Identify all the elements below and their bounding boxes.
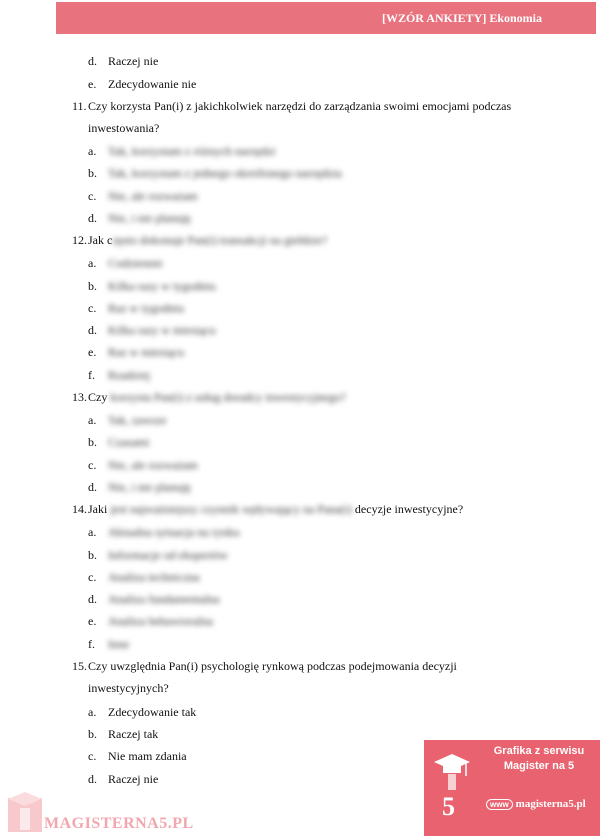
option-text-blurred: Inne (108, 637, 130, 651)
option-letter: d. (88, 480, 97, 494)
option-e (88, 77, 196, 92)
question-number: 12. (72, 233, 87, 247)
question-number: 14. (72, 502, 87, 516)
option-text-blurred: Tak, korzystam z różnych narzędzi (108, 144, 276, 158)
option-letter: f. (88, 368, 95, 382)
ad-banner[interactable] (424, 740, 600, 836)
ad-title-line1: Grafika z serwisu (493, 745, 585, 757)
question-text-line2: inwestowania? (88, 121, 160, 135)
option-text-blurred: Analiza behawioralna (108, 614, 213, 628)
q13-option-c (88, 458, 198, 473)
q12-option-c (88, 301, 184, 316)
option-text-blurred: Raz w miesiącu (108, 345, 184, 359)
option-letter: b. (88, 279, 97, 293)
option-letter: d. (88, 54, 97, 68)
q15-option-c (88, 749, 187, 764)
option-letter: a. (88, 525, 97, 539)
option-text: Raczej nie (108, 772, 159, 786)
q15-option-d (88, 772, 158, 787)
option-text-blurred: Kilka razy w miesiącu (108, 323, 216, 337)
q11-option-c (88, 189, 198, 204)
q14-option-d (88, 592, 220, 607)
option-letter: d. (88, 592, 97, 606)
option-text: Zdecydowanie nie (108, 77, 197, 91)
question-text-end: decyzje inwestycyjne? (354, 502, 464, 516)
graduation-cap-icon (432, 750, 472, 790)
ad-title (484, 744, 594, 774)
option-letter: c. (88, 570, 97, 584)
question-text-blurred: zęsto dokonuje Pan(i) transakcji na giełdzie? (112, 233, 328, 247)
q11-option-a (88, 144, 275, 159)
option-text-blurred: Nie, i nie planuję (108, 211, 191, 225)
option-letter: c. (88, 458, 97, 472)
watermark-text: MAGISTERNA5.PL (44, 815, 194, 832)
option-letter: c. (88, 189, 97, 203)
question-11 (72, 95, 542, 139)
question-12 (72, 229, 327, 251)
option-letter: e. (88, 614, 97, 628)
question-text-start: Jaki (88, 502, 108, 516)
option-letter: a. (88, 256, 97, 270)
option-text-blurred: Tak, korzystam z jednego określonego narzędzia (108, 166, 342, 180)
option-text-blurred: Raz w tygodniu (108, 301, 184, 315)
option-letter: e. (88, 77, 97, 91)
option-letter: b. (88, 166, 97, 180)
q14-option-a (88, 525, 240, 540)
option-letter: d. (88, 323, 97, 337)
option-text-blurred: Nie, ale rozważam (108, 189, 198, 203)
option-text-blurred: Nie, i nie planuję (108, 480, 191, 494)
question-number: 15. (72, 659, 87, 673)
option-text-blurred: Rzadziej (108, 368, 150, 382)
option-letter: f. (88, 637, 95, 651)
question-14 (72, 498, 463, 520)
q14-option-e (88, 614, 213, 629)
option-text-blurred: Codziennie (108, 256, 163, 270)
option-letter: c. (88, 301, 97, 315)
option-letter: a. (88, 144, 97, 158)
ad-number: 5 (442, 792, 455, 821)
option-letter: c. (88, 749, 97, 763)
q13-option-a (88, 413, 166, 428)
q14-option-c (88, 570, 200, 585)
q12-option-a (88, 256, 163, 271)
question-number: 13. (72, 390, 87, 404)
www-badge: www (486, 799, 513, 810)
option-text-blurred: Aktualna sytuacja na rynku (108, 525, 240, 539)
q12-option-d (88, 323, 216, 338)
option-letter: b. (88, 548, 97, 562)
q15-option-a (88, 705, 196, 720)
q11-option-b (88, 166, 342, 181)
question-number: 11. (72, 99, 87, 113)
header-title: [WZÓR ANKIETY] Ekonomia (381, 11, 542, 25)
question-text: Jak c (88, 233, 113, 247)
option-text-blurred: Tak, zawsze (108, 413, 167, 427)
ad-url[interactable] (486, 798, 586, 810)
question-text-blurred: korzysta Pan(i) z usług doradcy inwestycyjnego? (110, 390, 346, 404)
question-text: Czy (88, 390, 108, 404)
option-text-blurred: Analiza techniczna (108, 570, 200, 584)
q13-option-b (88, 435, 149, 450)
option-text-blurred: Analiza fundamentalna (108, 592, 220, 606)
question-text-line2: inwestycyjnych? (88, 681, 169, 695)
q12-option-b (88, 279, 216, 294)
question-text-line1: Czy uwzględnia Pan(i) psychologię rynkową podczas podejmowania decyzji (88, 659, 457, 673)
option-letter: a. (88, 413, 97, 427)
q15-option-b (88, 727, 158, 742)
option-text-blurred: Nie, ale rozważam (108, 458, 198, 472)
option-letter: e. (88, 345, 97, 359)
option-d (88, 54, 158, 69)
q12-option-e (88, 345, 184, 360)
q11-option-d (88, 211, 191, 226)
option-letter: d. (88, 211, 97, 225)
ad-title-line2: Magister na 5 (503, 760, 575, 772)
q14-option-f (88, 637, 129, 652)
watermark-logo-icon (6, 790, 46, 834)
q12-option-f (88, 368, 150, 383)
q13-option-d (88, 480, 191, 495)
option-text: Raczej tak (108, 727, 159, 741)
option-text-blurred: Kilka razy w tygodniu (108, 279, 216, 293)
option-text: Zdecydowanie tak (108, 705, 197, 719)
option-text: Nie mam zdania (108, 749, 187, 763)
option-letter: d. (88, 772, 97, 786)
option-text-blurred: Informacje od ekspertów (108, 548, 228, 562)
option-text: Raczej nie (108, 54, 159, 68)
option-letter: b. (88, 435, 97, 449)
question-text-line1: Czy korzysta Pan(i) z jakichkolwiek narzędzi do zarządzania swoimi emocjami podczas (88, 99, 512, 113)
question-text-blurred: jest najważniejszy czynnik wpływający na Pana(i) (110, 502, 352, 516)
q14-option-b (88, 548, 228, 563)
question-15 (72, 655, 540, 699)
option-text-blurred: Czasami (108, 435, 150, 449)
question-13 (72, 386, 346, 408)
option-letter: b. (88, 727, 97, 741)
ad-url-text: magisterna5.pl (515, 798, 586, 810)
option-letter: a. (88, 705, 97, 719)
